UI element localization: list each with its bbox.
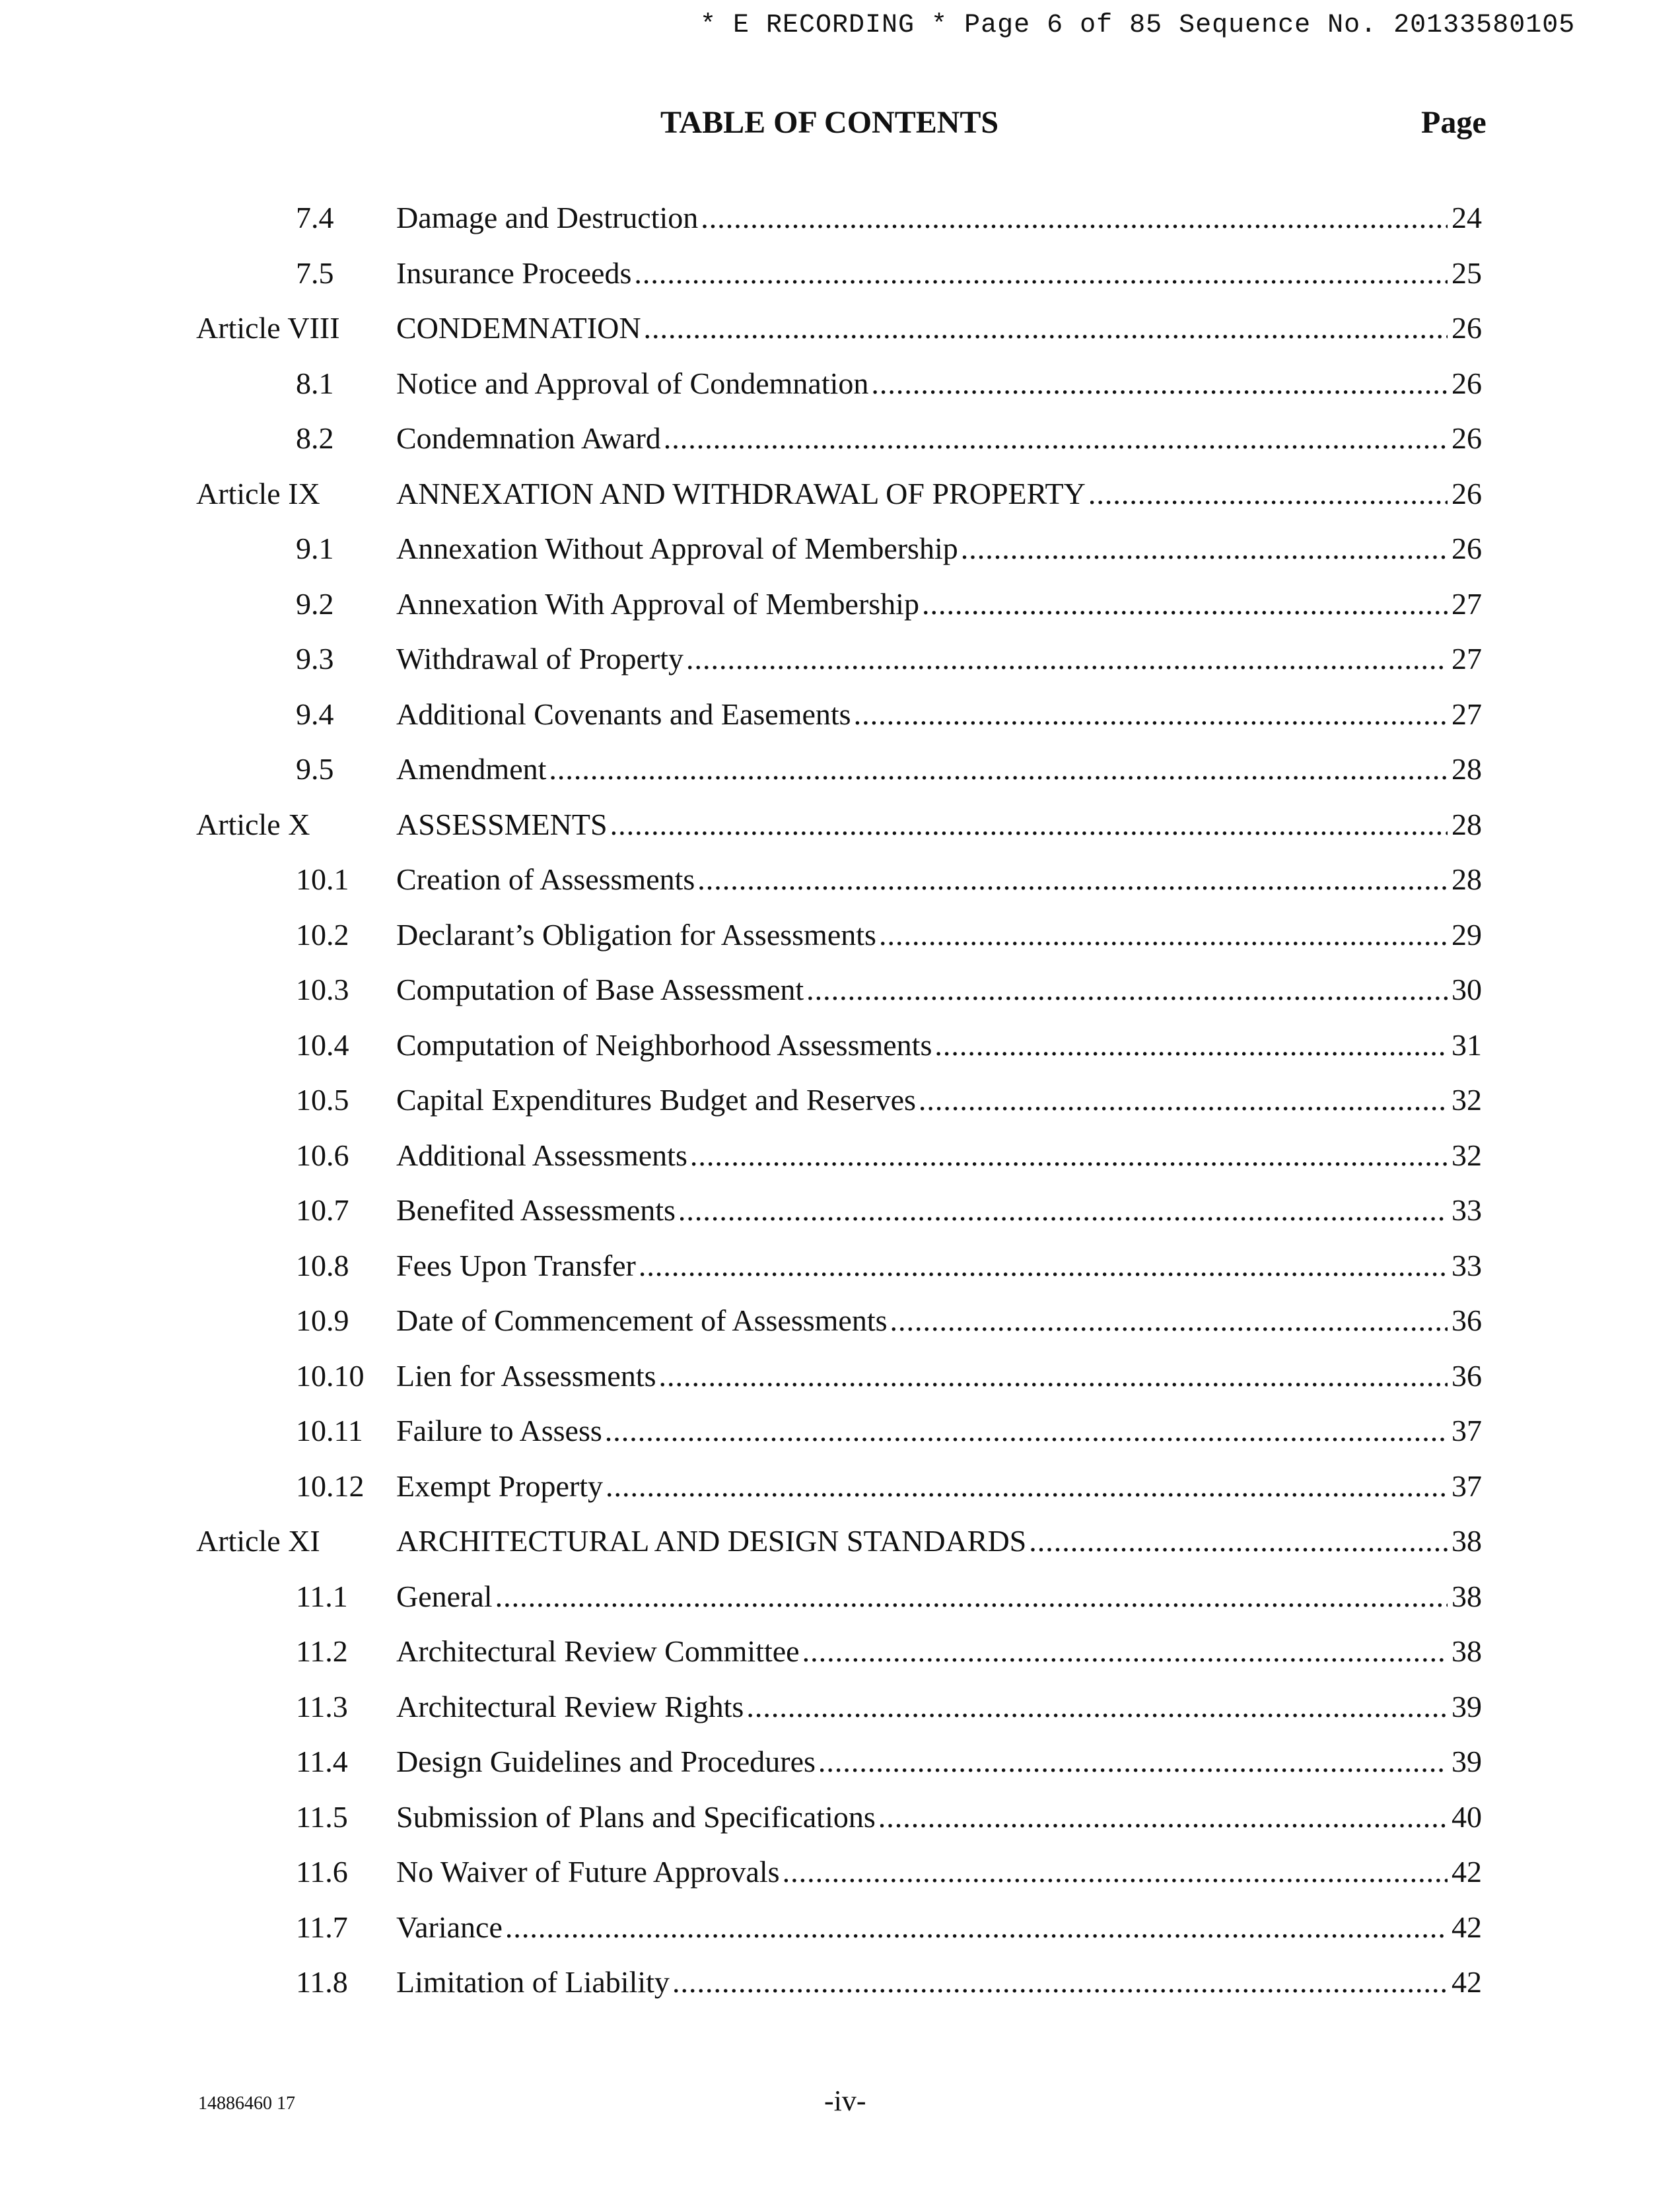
toc-entry-title: CONDEMNATION	[396, 311, 641, 345]
toc-entry-leader	[396, 1191, 1448, 1230]
toc-entry-number: Article XI	[196, 1524, 320, 1558]
toc-entry-title: ANNEXATION AND WITHDRAWAL OF PROPERTY	[396, 477, 1086, 510]
toc-entry-page: 26	[1452, 532, 1482, 565]
dot-leader	[690, 1136, 1448, 1175]
toc-entry-number: 10.5	[296, 1083, 349, 1117]
dot-leader	[919, 1080, 1448, 1120]
toc-entry-leader	[396, 1246, 1448, 1286]
toc-entry-page: 36	[1452, 1359, 1482, 1393]
toc-section-entry	[0, 254, 1680, 293]
toc-entry-number: 10.9	[296, 1303, 349, 1337]
toc-section-entry	[0, 1852, 1680, 1892]
toc-entry-leader	[396, 1411, 1448, 1451]
toc-entry-number: 10.10	[296, 1359, 365, 1393]
toc-entry-leader	[396, 749, 1448, 789]
toc-section-entry	[0, 1136, 1680, 1175]
toc-entry-title: Submission of Plans and Specifications	[396, 1800, 876, 1834]
toc-entry-page: 40	[1452, 1800, 1482, 1834]
toc-entry-leader	[396, 419, 1448, 458]
toc-entry-title: Design Guidelines and Procedures	[396, 1745, 816, 1778]
toc-entry-title: Creation of Assessments	[396, 862, 695, 896]
dot-leader	[495, 1577, 1448, 1616]
toc-entry-leader	[396, 1577, 1448, 1616]
toc-entry-page: 38	[1452, 1634, 1482, 1668]
dot-leader	[686, 639, 1448, 679]
toc-entry-title: Amendment	[396, 752, 547, 786]
toc-entry-number: 10.11	[296, 1414, 363, 1447]
toc-entry-title: Condemnation Award	[396, 421, 661, 455]
toc-entry-page: 42	[1452, 1910, 1482, 1944]
toc-entry-number: 11.8	[296, 1965, 348, 1999]
toc-entry-number: 7.4	[296, 201, 334, 234]
toc-section-entry	[0, 860, 1680, 899]
toc-section-entry	[0, 1908, 1680, 1947]
toc-entry-title: Failure to Assess	[396, 1414, 602, 1447]
toc-entry-leader	[396, 1797, 1448, 1837]
toc-entry-number: 11.5	[296, 1800, 348, 1834]
toc-entry-page: 30	[1452, 973, 1482, 1006]
toc-entry-leader	[396, 1632, 1448, 1671]
toc-entry-leader	[396, 1908, 1448, 1947]
toc-entry-number: 8.1	[296, 366, 334, 400]
toc-entry-leader	[396, 1962, 1448, 2002]
toc-entry-number: 9.4	[296, 697, 334, 731]
toc-entry-leader	[396, 1136, 1448, 1175]
toc-entry-title: Additional Covenants and Easements	[396, 697, 851, 731]
toc-entry-number: 10.3	[296, 973, 349, 1006]
dot-leader	[746, 1687, 1448, 1727]
toc-entry-number: 11.4	[296, 1745, 348, 1778]
toc-entry-leader	[396, 584, 1448, 624]
dot-leader	[549, 749, 1448, 789]
toc-entry-title: Lien for Assessments	[396, 1359, 656, 1393]
toc-entry-page: 28	[1452, 808, 1482, 841]
toc-entry-number: 11.1	[296, 1580, 348, 1613]
toc-entry-page: 33	[1452, 1193, 1482, 1227]
toc-entry-number: Article VIII	[196, 311, 340, 345]
toc-entry-page: 24	[1452, 201, 1482, 234]
toc-article-entry	[0, 1521, 1680, 1561]
toc-entry-leader	[396, 970, 1448, 1010]
dot-leader	[1029, 1521, 1448, 1561]
toc-section-entry	[0, 970, 1680, 1010]
dot-leader	[701, 198, 1448, 238]
toc-entry-title: ARCHITECTURAL AND DESIGN STANDARDS	[396, 1524, 1027, 1558]
toc-section-entry	[0, 1080, 1680, 1120]
toc-section-entry	[0, 749, 1680, 789]
toc-section-entry	[0, 915, 1680, 955]
dot-leader	[806, 970, 1448, 1010]
toc-entry-leader	[396, 1080, 1448, 1120]
toc-entry-title: Exempt Property	[396, 1469, 603, 1503]
dot-leader	[961, 529, 1448, 569]
dot-leader	[659, 1356, 1448, 1396]
toc-entry-number: Article X	[196, 808, 310, 841]
toc-entry-leader	[396, 1687, 1448, 1727]
dot-leader	[922, 584, 1448, 624]
dot-leader	[610, 805, 1448, 845]
dot-leader	[879, 915, 1448, 955]
toc-entry-leader	[396, 860, 1448, 899]
dot-leader	[818, 1742, 1448, 1782]
dot-leader	[644, 308, 1448, 348]
toc-entry-number: 9.3	[296, 642, 334, 676]
toc-entry-leader	[396, 639, 1448, 679]
toc-entry-title: Declarant’s Obligation for Assessments	[396, 918, 876, 952]
toc-entry-page: 26	[1452, 311, 1482, 345]
dot-leader	[871, 364, 1448, 403]
recording-stamp: * E RECORDING * Page 6 of 85 Sequence No. 20133580105	[700, 11, 1576, 40]
page-number: -iv-	[824, 2085, 866, 2117]
toc-entry-page: 39	[1452, 1745, 1482, 1778]
toc-entry-title: Computation of Base Assessment	[396, 973, 804, 1006]
toc-entry-page: 38	[1452, 1524, 1482, 1558]
toc-entry-title: Damage and Destruction	[396, 201, 699, 234]
dot-leader	[697, 860, 1448, 899]
toc-section-entry	[0, 1191, 1680, 1230]
toc-section-entry	[0, 1411, 1680, 1451]
dot-leader	[606, 1467, 1448, 1506]
toc-entry-number: 10.8	[296, 1249, 349, 1282]
toc-section-entry	[0, 1577, 1680, 1616]
toc-entry-title: Variance	[396, 1910, 503, 1944]
toc-entry-title: Additional Assessments	[396, 1138, 687, 1172]
toc-entry-title: Computation of Neighborhood Assessments	[396, 1028, 932, 1062]
toc-entry-title: Date of Commencement of Assessments	[396, 1303, 888, 1337]
toc-article-entry	[0, 474, 1680, 514]
toc-entry-page: 32	[1452, 1138, 1482, 1172]
toc-entry-page: 37	[1452, 1414, 1482, 1447]
toc-entry-leader	[396, 308, 1448, 348]
toc-entry-title: Architectural Review Rights	[396, 1690, 744, 1723]
toc-entry-title: Limitation of Liability	[396, 1965, 670, 1999]
toc-entry-page: 27	[1452, 587, 1482, 621]
toc-entry-page: 37	[1452, 1469, 1482, 1503]
toc-section-entry	[0, 1632, 1680, 1671]
toc-entry-page: 31	[1452, 1028, 1482, 1062]
toc-entry-title: No Waiver of Future Approvals	[396, 1855, 780, 1889]
toc-entry-number: 10.4	[296, 1028, 349, 1062]
toc-entry-page: 32	[1452, 1083, 1482, 1117]
toc-entry-number: 11.2	[296, 1634, 348, 1668]
toc-entry-number: 11.3	[296, 1690, 348, 1723]
dot-leader	[639, 1246, 1448, 1286]
toc-entry-page: 26	[1452, 421, 1482, 455]
toc-entry-page: 26	[1452, 366, 1482, 400]
toc-section-entry	[0, 1467, 1680, 1506]
toc-entry-title: Fees Upon Transfer	[396, 1249, 636, 1282]
toc-section-entry	[0, 1742, 1680, 1782]
toc-entry-title: ASSESSMENTS	[396, 808, 608, 841]
toc-section-entry	[0, 1797, 1680, 1837]
toc-section-entry	[0, 364, 1680, 403]
toc-entry-leader	[396, 364, 1448, 403]
toc-entry-page: 42	[1452, 1965, 1482, 1999]
page-title: TABLE OF CONTENTS	[660, 105, 999, 140]
dot-leader	[664, 419, 1448, 458]
toc-section-entry	[0, 639, 1680, 679]
toc-entry-leader	[396, 805, 1448, 845]
dot-leader	[678, 1191, 1448, 1230]
toc-section-entry	[0, 529, 1680, 569]
toc-entry-leader	[396, 474, 1448, 514]
toc-entry-page: 42	[1452, 1855, 1482, 1889]
toc-entry-leader	[396, 529, 1448, 569]
toc-entry-page: 36	[1452, 1303, 1482, 1337]
toc-entry-page: 25	[1452, 256, 1482, 290]
page-column-header: Page	[1421, 105, 1487, 140]
toc-entry-leader	[396, 198, 1448, 238]
toc-entry-number: 10.2	[296, 918, 349, 952]
toc-entry-page: 28	[1452, 752, 1482, 786]
toc-entry-leader	[396, 1025, 1448, 1065]
toc-entry-number: 9.5	[296, 752, 334, 786]
toc-entry-page: 26	[1452, 477, 1482, 510]
dot-leader	[634, 254, 1448, 293]
toc-entry-number: 8.2	[296, 421, 334, 455]
dot-leader	[890, 1301, 1448, 1340]
document-id: 14886460 17	[198, 2093, 295, 2114]
toc-entry-leader	[396, 1521, 1448, 1561]
dot-leader	[783, 1852, 1448, 1892]
toc-entry-page: 33	[1452, 1249, 1482, 1282]
dot-leader	[605, 1411, 1448, 1451]
toc-entry-leader	[396, 915, 1448, 955]
toc-entry-page: 27	[1452, 697, 1482, 731]
toc-entry-number: 11.7	[296, 1910, 348, 1944]
dot-leader	[802, 1632, 1448, 1671]
toc-section-entry	[0, 1301, 1680, 1340]
toc-entry-number: 9.1	[296, 532, 334, 565]
dot-leader	[934, 1025, 1448, 1065]
toc-entry-number: 11.6	[296, 1855, 348, 1889]
toc-entry-page: 39	[1452, 1690, 1482, 1723]
toc-entry-title: Notice and Approval of Condemnation	[396, 366, 869, 400]
toc-entry-leader	[396, 1742, 1448, 1782]
toc-entry-number: Article IX	[196, 477, 320, 510]
toc-entry-leader	[396, 254, 1448, 293]
toc-section-entry	[0, 1687, 1680, 1727]
dot-leader	[854, 695, 1448, 734]
toc-section-entry	[0, 419, 1680, 458]
toc-article-entry	[0, 308, 1680, 348]
toc-entry-title: Capital Expenditures Budget and Reserves	[396, 1083, 916, 1117]
toc-article-entry	[0, 805, 1680, 845]
toc-entry-leader	[396, 695, 1448, 734]
toc-section-entry	[0, 695, 1680, 734]
toc-section-entry	[0, 198, 1680, 238]
toc-entry-number: 10.7	[296, 1193, 349, 1227]
toc-entry-title: Insurance Proceeds	[396, 256, 632, 290]
toc-entry-leader	[396, 1852, 1448, 1892]
toc-entry-number: 7.5	[296, 256, 334, 290]
dot-leader	[505, 1908, 1448, 1947]
dot-leader	[878, 1797, 1448, 1837]
toc-entry-number: 10.12	[296, 1469, 365, 1503]
toc-entry-title: Withdrawal of Property	[396, 642, 684, 676]
toc-entry-leader	[396, 1467, 1448, 1506]
toc-entry-page: 27	[1452, 642, 1482, 676]
toc-entry-title: Annexation With Approval of Membership	[396, 587, 919, 621]
toc-entry-leader	[396, 1356, 1448, 1396]
toc-entry-number: 9.2	[296, 587, 334, 621]
toc-section-entry	[0, 1025, 1680, 1065]
toc-entry-title: Annexation Without Approval of Membership	[396, 532, 958, 565]
toc-entry-title: Benefited Assessments	[396, 1193, 676, 1227]
toc-entry-page: 38	[1452, 1580, 1482, 1613]
toc-entry-page: 29	[1452, 918, 1482, 952]
dot-leader	[672, 1962, 1448, 2002]
toc-section-entry	[0, 1356, 1680, 1396]
toc-entry-title: Architectural Review Committee	[396, 1634, 800, 1668]
toc-section-entry	[0, 584, 1680, 624]
toc-entry-number: 10.1	[296, 862, 349, 896]
toc-entry-page: 28	[1452, 862, 1482, 896]
toc-entry-leader	[396, 1301, 1448, 1340]
toc-entry-title: General	[396, 1580, 493, 1613]
toc-section-entry	[0, 1962, 1680, 2002]
dot-leader	[1088, 474, 1448, 514]
toc-section-entry	[0, 1246, 1680, 1286]
toc-entry-number: 10.6	[296, 1138, 349, 1172]
